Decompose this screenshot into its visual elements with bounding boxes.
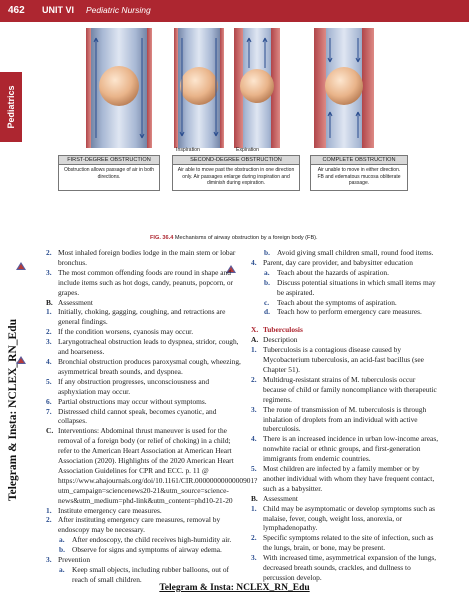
list-item-text: Assessment <box>58 297 93 307</box>
list-item-text: Description <box>263 335 298 345</box>
list-item-text: Most children are infected by a family member or by another individual with whom they have frequent contact, such as a babysitter. <box>263 464 435 493</box>
list-item-text: Most inhaled foreign bodies lodge in the main stem or lobar bronchus. <box>58 248 236 267</box>
list-marker: B. <box>46 297 53 307</box>
list-item <box>42 248 242 268</box>
list-marker: 5. <box>251 464 257 474</box>
list-item-text: Laryngotracheal obstruction leads to dyspnea, stridor, cough, and hoarseness. <box>58 337 239 357</box>
second-degree-title: SECOND-DEGREE OBSTRUCTION <box>173 156 299 165</box>
list-item-text: Observe for signs and symptoms of airway edema. <box>72 545 222 555</box>
list-item-text: If the condition worsens, cyanosis may occur. <box>58 327 194 337</box>
tube-complete-obstruction <box>314 28 374 148</box>
list-marker: 5. <box>46 376 52 386</box>
list-marker: 2. <box>46 327 52 337</box>
list-item <box>247 494 439 504</box>
list-item <box>42 357 242 377</box>
list-marker: 6. <box>46 396 52 406</box>
list-item-text: Initially, choking, gagging, coughing, and retractions are general findings. <box>58 307 226 327</box>
priority-triangle-icon <box>16 262 26 270</box>
second-degree-box <box>172 155 300 191</box>
list-item <box>42 298 242 308</box>
list-item-text: Discuss potential situations in which small items may be aspirated. <box>277 277 436 297</box>
list-item <box>247 533 439 553</box>
figure-caption <box>150 235 318 241</box>
side-watermark <box>2 250 24 570</box>
list-item <box>42 506 242 516</box>
list-item-text: Child may be asymptomatic or develop symptoms such as malaise, fever, cough, weight loss, anorexia, or lymphadenopathy. <box>263 503 436 533</box>
list-item <box>42 407 242 427</box>
list-marker: B. <box>251 493 258 503</box>
list-item <box>247 248 439 258</box>
unit-label: UNIT VI <box>42 5 75 15</box>
list-item-text: Interventions: Abdominal thrust maneuver is used for the removal of a foreign body (or relief of choking) in a child; refer to the American Heart Association at American Heart Association (2020). Highlights of the 2020 American Heart Association Guidelines for CPR and ECC. p. 11 @ https://www.ahajournals.org/doi/10.1161/CIR.0000000000000901?utm_campaign=sciencenews20-21&utm_source=science-news&utm_medium=phd-link&utm_content=phd10-21-20 <box>58 426 258 505</box>
list-item-text: Parent, day care provider, and babysitter education <box>263 257 413 267</box>
list-marker: 1. <box>251 345 257 355</box>
list-item-text: Institute emergency care measures. <box>58 505 162 515</box>
list-item-text: Keep small objects, including rubber balloons, out of reach of small children. <box>72 565 230 584</box>
list-item <box>42 565 242 585</box>
footer-watermark: Telegram & Insta: NCLEX_RN_Edu <box>159 583 310 593</box>
complete-obstruction-box <box>310 155 408 191</box>
list-item-text: After endoscopy, the child receives high-humidity air. <box>72 535 232 545</box>
list-item-text: The route of transmission of M. tuberculosis is through inhalation of droplets from an individual with active tuberculosis. <box>263 404 427 434</box>
list-item <box>42 327 242 337</box>
list-marker: 4. <box>251 257 257 267</box>
list-item-text: Bronchial obstruction produces paroxysmal cough, wheezing, asymmetrical breath sounds, and dyspnea. <box>58 356 241 376</box>
list-item <box>42 268 242 298</box>
list-marker: 2. <box>46 248 52 257</box>
list-marker: 7. <box>46 406 52 416</box>
list-marker: 1. <box>251 503 257 513</box>
list-item <box>247 345 439 375</box>
list-item <box>42 535 242 545</box>
list-item-text: Partial obstructions may occur without symptoms. <box>58 396 207 406</box>
list-item-text: Teach about the hazards of aspiration. <box>277 267 389 277</box>
list-item <box>247 268 439 278</box>
list-item-text: Teach about the symptoms of aspiration. <box>277 297 397 307</box>
list-item-text: Multidrug-resistant strains of M. tuberculosis occur because of child or family noncompliance with therapeutic regimens. <box>263 374 437 404</box>
list-marker: X. <box>251 325 259 335</box>
list-item <box>247 307 439 317</box>
list-item <box>42 377 242 397</box>
tube-second-degree-expiration <box>234 28 280 148</box>
list-marker: b. <box>264 248 270 257</box>
expiration-label: Expiration <box>236 147 260 153</box>
list-item <box>247 405 439 435</box>
side-tab-label: Pediatrics <box>6 85 16 129</box>
inspiration-label: Inspiration <box>176 147 200 153</box>
list-marker: a. <box>59 565 65 574</box>
left-column <box>42 248 258 585</box>
priority-triangle-icon <box>16 356 26 364</box>
list-item-text: Prevention <box>58 555 91 565</box>
list-item-text: The most common offending foods are round in shape and include items such as hot dogs, candy, peanuts, popcorn, or grapes. <box>58 267 234 297</box>
list-item-text: There is an increased incidence in urban low-income areas, nonwhite racial or ethnic groups, and first-generation immigrants from endemic countries. <box>263 434 439 464</box>
list-item-text: Tuberculosis <box>263 325 303 335</box>
list-item-text: Tuberculosis is a contagious disease caused by Mycobacterium tuberculosis, an acid-fast bacillus (see Chapter 51). <box>263 345 424 374</box>
list-item <box>42 545 242 555</box>
first-degree-title: FIRST-DEGREE OBSTRUCTION <box>59 156 159 165</box>
list-marker: 3. <box>251 553 257 563</box>
side-watermark-text: Telegram & Insta: NCLEX_RN_Edu <box>7 319 19 501</box>
list-item <box>42 397 242 407</box>
list-marker: d. <box>264 307 270 317</box>
complete-obstruction-desc: Air unable to move in either direction. FB and edematous mucosa obliterate passage. <box>317 167 401 186</box>
running-title: Pediatric Nursing <box>86 5 151 15</box>
list-item <box>247 325 439 335</box>
first-degree-desc: Obstruction allows passage of air in both directions. <box>63 167 155 180</box>
list-item-text: With increased time, asymmetrical expansion of the lungs, decreased breath sounds, crackles, and dullness to percussion develop. <box>263 553 437 582</box>
list-item-text: Distressed child cannot speak, becomes cyanotic, and collapses. <box>58 406 217 426</box>
list-item-text: Teach how to perform emergency care measures. <box>277 307 422 317</box>
airway-illustration <box>58 28 398 153</box>
tube-second-degree-inspiration <box>174 28 224 148</box>
first-degree-box <box>58 155 160 191</box>
list-item <box>42 555 242 565</box>
list-item <box>247 335 439 345</box>
list-marker: 4. <box>46 356 52 366</box>
right-column <box>247 248 439 583</box>
list-marker: 2. <box>46 515 52 525</box>
side-tab <box>0 72 22 142</box>
second-degree-desc: Air able to move past the obstruction in one direction only. Air passages enlarge during inspiration and diminish during expiration. <box>177 167 295 186</box>
list-item-text: After instituting emergency care measures, removal by endoscopy may be necessary. <box>58 515 221 535</box>
airway-obstruction-figure <box>58 28 398 153</box>
list-marker: 2. <box>251 374 257 384</box>
list-marker: A. <box>251 335 259 345</box>
list-marker: 3. <box>46 555 52 565</box>
list-item <box>247 504 439 534</box>
list-marker: c. <box>264 297 270 307</box>
list-item <box>247 434 439 464</box>
list-marker: 2. <box>251 533 257 543</box>
list-item <box>42 337 242 357</box>
list-marker: 1. <box>46 307 52 317</box>
list-item-text: Assessment <box>263 493 298 503</box>
list-marker: C. <box>46 426 54 436</box>
list-item-text: Specific symptoms related to the site of infection, such as the lungs, brain, or bone, may be present. <box>263 533 434 553</box>
list-item <box>42 307 242 327</box>
complete-obstruction-title: COMPLETE OBSTRUCTION <box>311 156 407 165</box>
list-marker: 3. <box>46 337 52 347</box>
header-bar <box>0 0 469 22</box>
list-item <box>247 278 439 298</box>
spacer <box>247 317 439 325</box>
list-marker: a. <box>59 535 65 545</box>
list-marker: 4. <box>251 434 257 444</box>
list-item-text: If any obstruction progresses, unconsciousness and asphyxiation may occur. <box>58 376 210 396</box>
list-marker: a. <box>264 267 270 277</box>
list-item <box>247 464 439 494</box>
list-item <box>247 375 439 405</box>
list-item <box>247 553 439 583</box>
list-item <box>247 298 439 308</box>
list-marker: b. <box>264 277 270 287</box>
list-marker: b. <box>59 545 65 555</box>
list-item <box>42 515 242 535</box>
page-number: 462 <box>8 5 25 16</box>
figure-caption-text: Mechanisms of airway obstruction by a foreign body (FB). <box>174 235 318 241</box>
list-item <box>42 426 258 505</box>
list-marker: 3. <box>46 267 52 277</box>
figure-caption-label: FIG. 36.4 <box>150 235 174 241</box>
list-marker: 1. <box>46 505 52 515</box>
list-marker: 3. <box>251 404 257 414</box>
list-item <box>247 258 439 268</box>
list-item-text: Avoid giving small children small, round food items. <box>277 248 434 257</box>
tube-first-degree <box>86 28 152 148</box>
